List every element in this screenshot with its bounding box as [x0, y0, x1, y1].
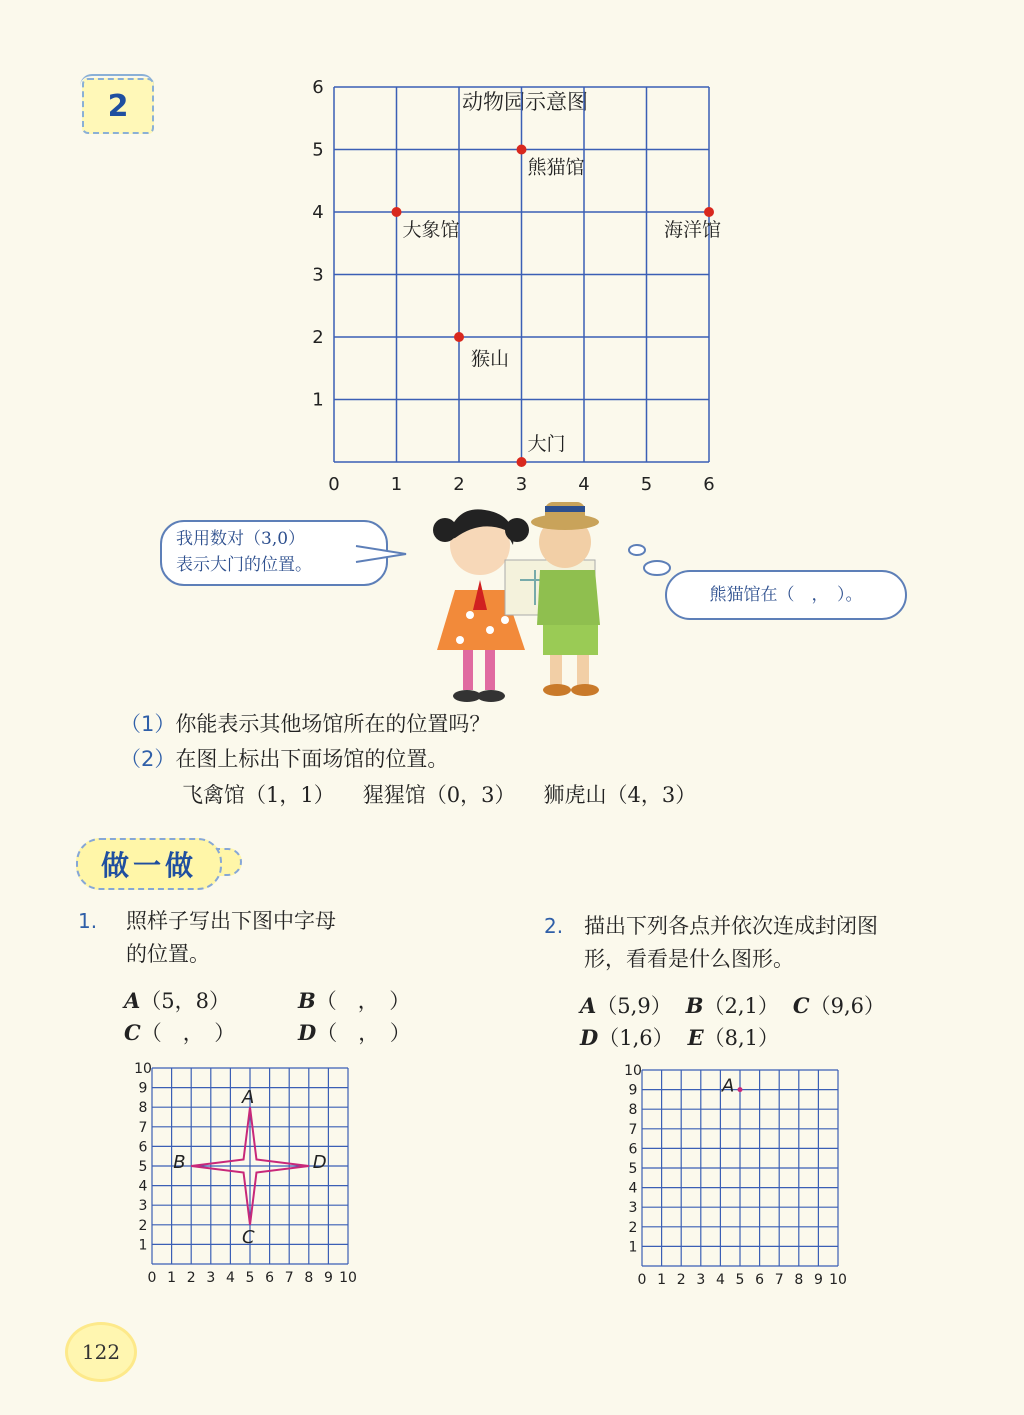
exercise-1-line2: 的位置。: [126, 942, 210, 966]
example-number: 2: [107, 88, 129, 124]
vertex-label: D: [312, 1152, 327, 1173]
point-coord: （2,1）: [703, 994, 779, 1018]
x-tick-label: 5: [245, 1270, 255, 1286]
children-illustration: [425, 500, 630, 705]
point-coord: （5，8）: [140, 989, 231, 1013]
example-number-badge: [82, 78, 154, 134]
page-number: 122: [81, 1340, 121, 1364]
x-tick-label: 2: [676, 1272, 686, 1288]
exercise-2-grid: [614, 1062, 884, 1292]
place-point: [392, 207, 402, 217]
bubble-right-text: 熊猫馆在（ ， ）。: [709, 585, 863, 605]
ex2-point-b: [686, 990, 779, 1020]
bubble-left-tail: [352, 540, 412, 570]
y-tick-label: 1: [312, 389, 324, 411]
y-tick-label: 4: [628, 1180, 638, 1197]
x-tick-label: 0: [637, 1272, 647, 1288]
place-point: [454, 332, 464, 342]
x-tick-label: 8: [304, 1270, 314, 1286]
y-tick-label: 3: [138, 1198, 148, 1215]
ex2-point-d: [580, 1022, 674, 1052]
venue-name: 狮虎山: [543, 783, 607, 807]
y-tick-label: 5: [138, 1159, 148, 1175]
venue-coord: （4，3）: [606, 783, 697, 807]
point-coord: （9,6）: [809, 994, 885, 1018]
x-tick-label: 2: [453, 474, 465, 495]
venue-name: 飞禽馆: [182, 783, 245, 807]
exercise-1-number: 1.: [78, 909, 98, 933]
place-point: [517, 457, 527, 467]
x-tick-label: 4: [225, 1270, 235, 1286]
venue-list: [182, 779, 696, 812]
x-tick-label: 6: [755, 1272, 765, 1288]
y-tick-label: 8: [138, 1100, 148, 1117]
ex2-points-row1: [580, 990, 885, 1020]
y-tick-label: 6: [312, 77, 324, 98]
ex1-point-b: [298, 985, 410, 1015]
y-tick-label: 3: [312, 264, 324, 286]
y-tick-label: 1: [628, 1239, 638, 1256]
ex2-point-c: [793, 990, 885, 1020]
place-label: 大象馆: [402, 219, 460, 241]
point-coord: （ ， ）: [140, 1021, 236, 1045]
venue-coord: （1，1）: [245, 783, 335, 807]
y-tick-label: 2: [628, 1219, 638, 1236]
section-heading: [76, 838, 222, 890]
x-tick-label: 1: [657, 1272, 667, 1288]
exercise-1-line1: 照样子写出下图中字母: [126, 909, 336, 933]
point-label: C: [124, 1020, 141, 1045]
place-point: [517, 145, 527, 155]
x-tick-label: 9: [813, 1272, 823, 1288]
y-tick-label: 7: [628, 1121, 638, 1138]
x-tick-label: 7: [774, 1272, 784, 1288]
venue-item: [363, 779, 516, 812]
point-label: E: [687, 1025, 704, 1050]
x-tick-label: 3: [515, 474, 528, 495]
boy-hat: [545, 502, 585, 524]
x-tick-label: 4: [578, 474, 590, 495]
x-tick-label: 1: [390, 474, 403, 495]
y-tick-label: 5: [312, 139, 324, 161]
place-label: 熊猫馆: [527, 156, 585, 179]
marked-point-label: A: [722, 1075, 735, 1097]
venue-name: 猩猩馆: [362, 783, 426, 807]
y-tick-label: 10: [624, 1063, 642, 1079]
ex2-point-e: [688, 1022, 779, 1052]
x-tick-label: 3: [696, 1272, 706, 1288]
y-tick-label: 5: [628, 1161, 638, 1177]
question-2: [120, 743, 448, 776]
ex1-point-a: [124, 985, 230, 1015]
point-label: D: [298, 1020, 317, 1045]
x-tick-label: 6: [265, 1270, 275, 1286]
point-label: A: [580, 993, 597, 1018]
bubble-left-line2: 表示大门的位置。: [176, 555, 312, 575]
speech-bubble-right: [665, 570, 907, 620]
question-1-text: 你能表示其他场馆所在的位置吗？: [175, 712, 491, 736]
point-coord: （5,9）: [596, 994, 672, 1018]
y-tick-label: 6: [138, 1139, 148, 1156]
vertex-label: B: [173, 1152, 186, 1173]
point-label: D: [580, 1025, 599, 1050]
question-2-number: （2）: [120, 747, 176, 771]
ex2-points-row2: [580, 1022, 779, 1052]
point-label: B: [298, 988, 316, 1013]
point-label: C: [792, 993, 810, 1018]
x-tick-label: 4: [715, 1272, 725, 1288]
y-tick-label: 4: [312, 202, 324, 223]
x-tick-label: 3: [206, 1270, 216, 1286]
x-tick-label: 9: [323, 1270, 333, 1286]
y-tick-label: 2: [312, 327, 324, 348]
y-tick-label: 10: [134, 1061, 152, 1077]
marked-point: [738, 1087, 743, 1092]
ex1-point-c: [124, 1017, 235, 1047]
x-tick-label: 0: [147, 1270, 157, 1286]
venue-item: [543, 779, 696, 812]
ex1-point-d: [298, 1017, 411, 1047]
x-tick-label: 5: [735, 1272, 745, 1288]
x-tick-label: 10: [829, 1272, 847, 1288]
point-coord: （ ， ）: [316, 1021, 411, 1045]
place-label: 海洋馆: [663, 219, 721, 241]
x-tick-label: 1: [167, 1270, 177, 1286]
y-tick-label: 9: [628, 1082, 638, 1099]
x-tick-label: 10: [339, 1270, 357, 1286]
x-tick-label: 0: [328, 474, 340, 495]
x-tick-label: 7: [284, 1270, 294, 1286]
exercise-2-line1: 描出下列各点并依次连成封闭图: [584, 914, 878, 938]
y-tick-label: 2: [138, 1217, 148, 1234]
y-tick-label: 7: [138, 1119, 148, 1136]
x-tick-label: 8: [794, 1272, 804, 1288]
exercise-1-grid: [128, 1058, 388, 1288]
y-tick-label: 6: [628, 1141, 638, 1158]
x-tick-label: 5: [640, 474, 653, 495]
exercise-2: [544, 910, 984, 976]
bubble-left-line1: 我用数对（3,0）: [176, 529, 306, 549]
section-title: 做一做: [100, 849, 197, 882]
question-1: [120, 708, 490, 741]
point-coord: （8,1）: [703, 1026, 780, 1050]
y-tick-label: 1: [138, 1237, 148, 1254]
y-tick-label: 9: [138, 1080, 148, 1097]
point-coord: （1,6）: [598, 1026, 674, 1050]
place-label: 猴山: [471, 348, 510, 370]
point-label: A: [124, 988, 141, 1013]
y-tick-label: 3: [628, 1200, 638, 1217]
place-point: [704, 207, 714, 217]
x-tick-label: 2: [186, 1270, 196, 1286]
venue-item: [182, 779, 335, 812]
y-tick-label: 8: [628, 1102, 638, 1119]
point-label: B: [685, 993, 704, 1018]
zoo-map-title: 动物园示意图: [462, 90, 588, 114]
page-number-badge: [68, 1325, 134, 1379]
point-coord: （ ， ）: [315, 989, 411, 1013]
vertex-label: C: [242, 1226, 255, 1248]
question-2-text: 在图上标出下面场馆的位置。: [175, 747, 449, 771]
exercise-2-number: 2.: [544, 914, 564, 938]
y-tick-label: 4: [138, 1178, 148, 1195]
vertex-label: A: [242, 1087, 255, 1109]
exercise-1: [78, 905, 438, 971]
venue-coord: （0，3）: [425, 783, 516, 807]
boy-shirt: [537, 570, 600, 625]
place-label: 大门: [527, 433, 566, 455]
ex2-point-a: [580, 990, 672, 1020]
x-tick-label: 6: [703, 474, 715, 495]
exercise-2-line2: 形，看看是什么图形。: [584, 947, 794, 971]
question-1-number: （1）: [120, 712, 176, 736]
